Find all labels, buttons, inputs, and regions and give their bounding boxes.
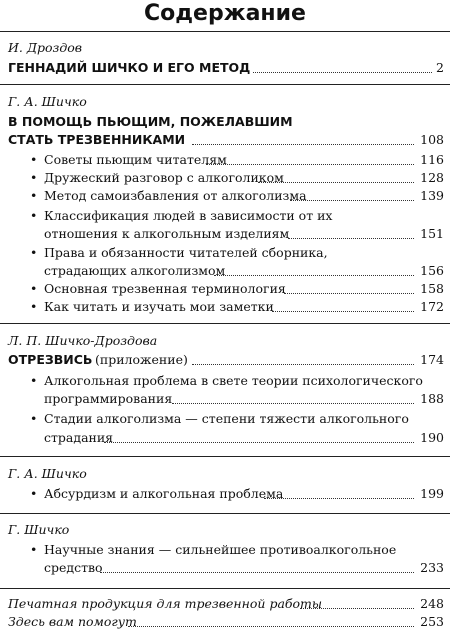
bullet-icon: • (30, 299, 38, 314)
section-divider (0, 588, 450, 589)
entry-label: страдания (44, 430, 114, 445)
entry-label: Здесь вам помогут (8, 614, 137, 629)
bullet-icon: • (30, 486, 38, 501)
toc-entry-line2[interactable] (0, 430, 450, 446)
page-number: 253 (420, 614, 444, 629)
bullet-icon: • (30, 411, 38, 426)
toc-entry[interactable] (0, 188, 450, 204)
bullet-icon: • (30, 542, 38, 557)
leader-dots (253, 71, 432, 73)
toc-entry[interactable] (0, 486, 450, 502)
entry-label: Дружеский разговор с алкоголиком (44, 170, 284, 185)
bullet-icon: • (30, 245, 38, 260)
toc-entry[interactable] (0, 596, 450, 612)
toc-entry-line1[interactable] (0, 542, 450, 558)
toc-entry[interactable] (0, 352, 450, 368)
entry-label: Классификация людей в зависимости от их (44, 208, 333, 223)
leader-dots (264, 497, 414, 499)
entry-label: Алкогольная проблема в свете теории психологического (44, 373, 423, 388)
page-number: 116 (420, 152, 444, 167)
toc-entry[interactable] (0, 152, 450, 168)
page-number: 128 (420, 170, 444, 185)
page-number: 248 (420, 596, 444, 611)
toc-entry[interactable] (0, 60, 450, 76)
bullet-icon: • (30, 170, 38, 185)
page-number: 172 (420, 299, 444, 314)
entry-label: Советы пьющим читателям (44, 152, 227, 167)
toc-entry-line1[interactable] (0, 208, 450, 224)
entry-label: отношения к алкогольным изделиям (44, 226, 290, 241)
section-author: И. Дроздов (8, 40, 83, 55)
page-number: 139 (420, 188, 444, 203)
section-divider (0, 456, 450, 457)
toc-entry[interactable] (0, 299, 450, 315)
page-number: 151 (420, 226, 444, 241)
section-author: Г. А. Шичко (8, 94, 87, 109)
page-number: 199 (420, 486, 444, 501)
entry-label: страдающих алкоголизмом (44, 263, 226, 278)
entry-label: программирования (44, 391, 173, 406)
section-heading-suffix: (приложение) (95, 352, 188, 367)
leader-dots (284, 292, 414, 294)
leader-dots (100, 571, 414, 573)
section-divider (0, 513, 450, 514)
title-divider (0, 31, 450, 32)
entry-label: Научные знания — сильнейшее противоалкогольное (44, 542, 397, 557)
entry-label: Печатная продукция для трезвенной работы (8, 596, 323, 611)
entry-label: средство (44, 560, 103, 575)
section-heading: ОТРЕЗВИСЬ (8, 352, 93, 367)
toc-entry[interactable] (0, 170, 450, 186)
bullet-icon: • (30, 373, 38, 388)
toc-entry-line1[interactable] (0, 373, 450, 389)
section-author: Л. П. Шичко-Дроздова (8, 333, 158, 348)
leader-dots (288, 237, 414, 239)
toc-entry[interactable] (0, 281, 450, 297)
section-heading: СТАТЬ ТРЕЗВЕННИКАМИ (8, 132, 186, 147)
section-heading: В ПОМОЩЬ ПЬЮЩИМ, ПОЖЕЛАВШИМ (8, 114, 293, 129)
toc-entry-line2[interactable] (0, 263, 450, 279)
page-number: 190 (420, 430, 444, 445)
leader-dots (290, 199, 414, 201)
page-number: 233 (420, 560, 444, 575)
leader-dots (214, 274, 414, 276)
entry-label: Как читать и изучать мои заметки (44, 299, 274, 314)
section-divider (0, 84, 450, 85)
toc-entry-line1[interactable] (0, 411, 450, 427)
toc-entry-line2[interactable] (0, 391, 450, 407)
entry-label: Права и обязанности читателей сборника, (44, 245, 328, 260)
leader-dots (192, 363, 414, 365)
toc-entry[interactable] (0, 132, 450, 148)
page-number: 2 (436, 60, 444, 75)
toc-entry-line2[interactable] (0, 560, 450, 576)
entry-label: Основная трезвенная терминология (44, 281, 286, 296)
leader-dots (192, 143, 414, 145)
leader-dots (206, 163, 414, 165)
entry-label: Стадии алкоголизма — степени тяжести алкогольного (44, 411, 409, 426)
leader-dots (172, 402, 414, 404)
leader-dots (272, 310, 414, 312)
section-author: Г. А. Шичко (8, 466, 87, 481)
toc-entry-line2[interactable] (0, 226, 450, 242)
bullet-icon: • (30, 281, 38, 296)
bullet-icon: • (30, 188, 38, 203)
bullet-icon: • (30, 152, 38, 167)
section-author: Г. Шичко (8, 522, 70, 537)
page-number: 156 (420, 263, 444, 278)
leader-dots (128, 625, 414, 627)
section-heading: ГЕННАДИЙ ШИЧКО И ЕГО МЕТОД (8, 60, 251, 75)
page-title: Содержание (144, 1, 306, 26)
leader-dots (104, 441, 414, 443)
page-number: 108 (420, 132, 444, 147)
page-number: 188 (420, 391, 444, 406)
bullet-icon: • (30, 208, 38, 223)
entry-label: Абсурдизм и алкогольная проблема (44, 486, 284, 501)
toc-entry-line1[interactable] (0, 245, 450, 261)
section-divider (0, 323, 450, 324)
leader-dots (300, 607, 414, 609)
entry-label: Метод самоизбавления от алкоголизма (44, 188, 307, 203)
toc-entry[interactable] (0, 614, 450, 630)
page-number: 158 (420, 281, 444, 296)
page-number: 174 (420, 352, 444, 367)
leader-dots (258, 181, 414, 183)
